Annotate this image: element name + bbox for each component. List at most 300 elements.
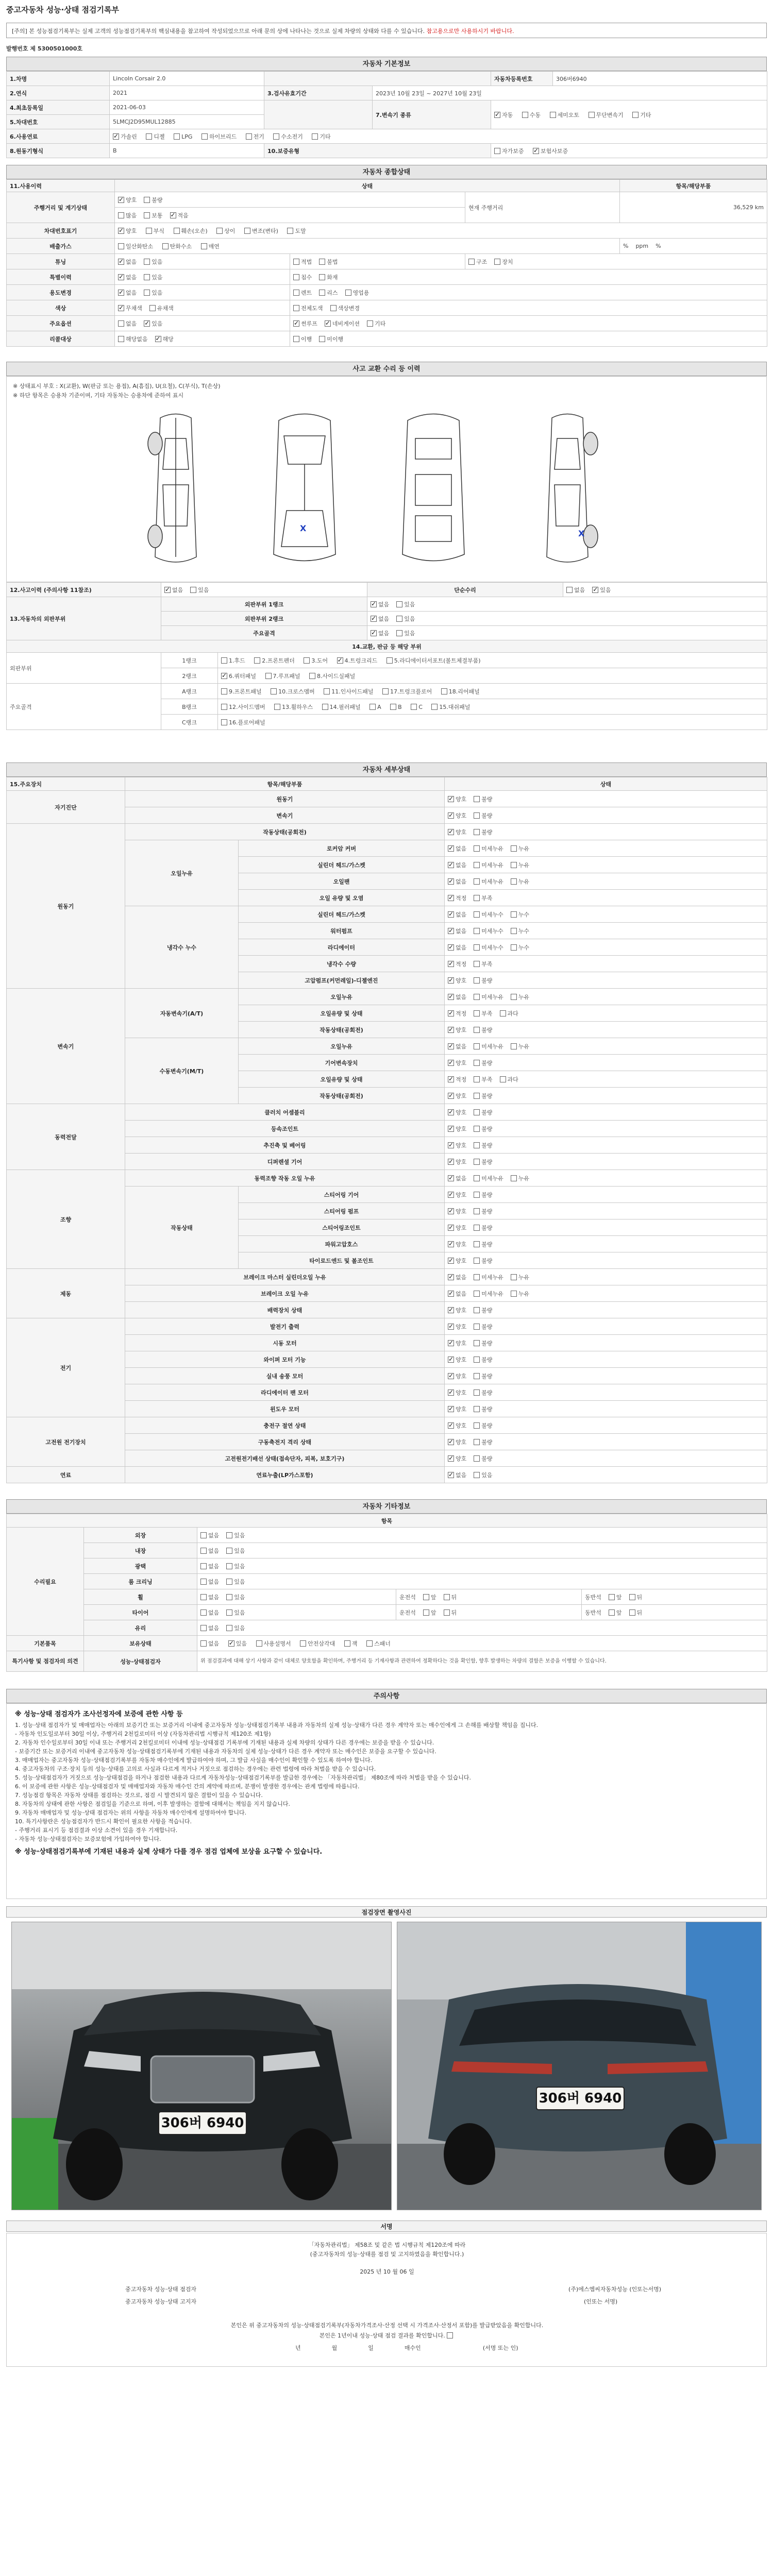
fuel-check-0[interactable]	[113, 133, 119, 140]
detail-status-check[interactable]	[448, 1422, 454, 1429]
tire-driver-front[interactable]	[423, 1609, 429, 1616]
interior-none[interactable]	[200, 1548, 207, 1554]
part-11[interactable]	[324, 688, 330, 694]
vin-mark-1[interactable]	[146, 228, 152, 234]
detail-subgroup: 작동상태	[125, 1187, 239, 1269]
photo-rear	[397, 1922, 762, 2210]
part-15[interactable]	[431, 704, 438, 710]
accident-yes[interactable]	[190, 587, 196, 593]
vin-mark-5[interactable]	[287, 228, 293, 234]
cleaning-none[interactable]	[200, 1579, 207, 1585]
detail-status-check[interactable]	[474, 961, 480, 967]
sign-statement-2: (중고자동차의 성능·상태를 점검 및 고지하였음을 확인합니다.)	[310, 2251, 464, 2258]
detail-status-check[interactable]	[448, 1357, 454, 1363]
detail-status-check[interactable]	[511, 911, 517, 918]
fuel-check-5[interactable]	[273, 133, 279, 140]
item-jack[interactable]	[344, 1640, 350, 1647]
usage-lease[interactable]	[319, 290, 325, 296]
detail-status-check[interactable]	[448, 1027, 454, 1033]
recall-not-done[interactable]	[319, 336, 325, 342]
tuning-device[interactable]	[494, 259, 500, 265]
gear-check-3[interactable]	[589, 112, 595, 118]
part-14a[interactable]	[369, 704, 376, 710]
cleaning-yes[interactable]	[226, 1579, 232, 1585]
option-sunroof[interactable]	[293, 320, 299, 327]
mileage-low[interactable]	[170, 212, 176, 218]
detail-status-check[interactable]	[474, 1027, 480, 1033]
usage-yes[interactable]	[144, 290, 150, 296]
detail-status-check[interactable]	[448, 1455, 454, 1462]
inspector-label: 중고자동차 성능·상태 점검자	[125, 2286, 197, 2293]
part-5[interactable]	[386, 657, 393, 664]
detail-status-check[interactable]	[448, 1093, 454, 1099]
detail-status-check[interactable]	[448, 1159, 454, 1165]
detail-item: 시동 모터	[125, 1335, 445, 1351]
inspector-value: (주)에스엠씨자동차성능 (인또는서명)	[568, 2286, 662, 2293]
detail-status-check[interactable]	[448, 1472, 454, 1478]
detail-status-check[interactable]	[448, 895, 454, 901]
detail-status-check[interactable]	[474, 1076, 480, 1082]
detail-status-check[interactable]	[448, 977, 454, 984]
accident-header: 사고 교환 수리 등 이력	[6, 362, 767, 376]
engine-type: B	[110, 144, 264, 158]
basic-label-5: 6.사용연료	[7, 129, 110, 144]
detail-status-check[interactable]	[448, 1043, 454, 1049]
detail-subgroup: 오일누유	[125, 840, 239, 906]
detail-status-label: 누유	[518, 845, 530, 852]
detail-status-check[interactable]	[474, 862, 480, 868]
fuel-check-4[interactable]	[246, 133, 252, 140]
detail-status-check[interactable]	[474, 1373, 480, 1379]
detail-status-check[interactable]	[474, 944, 480, 951]
detail-status-check[interactable]	[511, 994, 517, 1000]
detail-status	[445, 1219, 767, 1236]
item-yes[interactable]	[228, 1640, 234, 1647]
odometer-value: 36,529 km	[620, 192, 767, 223]
color-change[interactable]	[330, 305, 337, 311]
detail-subgroup: 수동변속기(M/T)	[125, 1038, 239, 1104]
rank2-none[interactable]	[371, 616, 377, 622]
parts-rank-0: 1랭크	[161, 653, 218, 668]
tuning-struct[interactable]	[468, 259, 475, 265]
detail-status-check[interactable]	[448, 862, 454, 868]
part-13[interactable]	[274, 704, 280, 710]
detail-status-check[interactable]	[448, 944, 454, 951]
part-14b[interactable]	[390, 704, 396, 710]
emission-2[interactable]	[201, 243, 207, 249]
detail-status-check[interactable]	[474, 1241, 480, 1247]
option-yes[interactable]	[144, 320, 150, 327]
tuning-legal[interactable]	[293, 259, 299, 265]
detail-item: 추진축 및 베어링	[125, 1137, 445, 1154]
detail-status-check[interactable]	[448, 1142, 454, 1148]
parts-rank-4: C랭크	[161, 715, 218, 730]
detail-status-check[interactable]	[448, 1307, 454, 1313]
repair-none[interactable]	[566, 587, 573, 593]
detail-status-check[interactable]	[448, 1109, 454, 1115]
part-14c[interactable]	[411, 704, 417, 710]
mileage-high[interactable]	[118, 212, 124, 218]
usage-business[interactable]	[345, 290, 351, 296]
detail-status-label: 양호	[456, 1059, 467, 1066]
frame-yes[interactable]	[396, 630, 402, 636]
other-row-1: 내장	[84, 1543, 197, 1558]
detail-item: 라디에이터	[239, 939, 445, 956]
recall-none[interactable]	[118, 336, 124, 342]
detail-status-check[interactable]	[474, 1357, 480, 1363]
detail-status-check[interactable]	[474, 1340, 480, 1346]
detail-row	[7, 1104, 767, 1121]
tire-none[interactable]	[200, 1609, 207, 1616]
detail-status-check[interactable]	[448, 1175, 454, 1181]
detail-status-check[interactable]	[448, 1439, 454, 1445]
detail-status-check[interactable]	[511, 1291, 517, 1297]
emission-0[interactable]	[118, 243, 124, 249]
detail-status-check[interactable]	[448, 812, 454, 819]
part-7[interactable]	[265, 673, 272, 679]
gear-check-1[interactable]	[522, 112, 528, 118]
part-9[interactable]	[221, 688, 227, 694]
option-etc[interactable]	[367, 320, 373, 327]
detail-status	[445, 1055, 767, 1071]
detail-status-check[interactable]	[474, 928, 480, 934]
detail-status-check[interactable]	[448, 1406, 454, 1412]
rank1-yes[interactable]	[396, 601, 402, 607]
repair-yes[interactable]	[592, 587, 598, 593]
vin-mark-4[interactable]	[244, 228, 250, 234]
basic-items-group: 기본품목	[7, 1636, 84, 1651]
detail-status-check[interactable]	[448, 1340, 454, 1346]
detail-status-label: 과다	[507, 1010, 518, 1017]
sign-statement-1: 「자동차관리법」 제58조 및 같은 법 시행규칙 제120조에 따라	[308, 2242, 466, 2248]
detail-status	[445, 1005, 767, 1022]
note-item-6: 5. 성능·상태점검자가 거짓으로 성능·상태점검을 하거나 점검한 내용과 다르게 자동차성능·상태점검기록부를 발급한 경우에는 「자동차관리법」 제80조에 따라 처벌을 받을 수 있습니다.	[15, 1774, 471, 1781]
detail-status	[445, 1104, 767, 1121]
detail-col-2: 항목/해당부품	[125, 777, 445, 791]
detail-row	[7, 824, 767, 840]
glass-yes[interactable]	[226, 1625, 232, 1631]
detail-status-check[interactable]	[474, 1439, 480, 1445]
option-navi[interactable]	[325, 320, 331, 327]
part-2[interactable]	[254, 657, 260, 664]
detail-status-label: 미세누유	[481, 993, 503, 1001]
inspect-period-label: 3.검사유효기간	[264, 86, 373, 100]
detail-status-check[interactable]	[474, 1406, 480, 1412]
detail-status-check[interactable]	[511, 1274, 517, 1280]
exterior-yes[interactable]	[226, 1532, 232, 1538]
color-chromatic[interactable]	[149, 305, 156, 311]
certificate-number	[6, 44, 82, 53]
detail-status-check[interactable]	[511, 1043, 517, 1049]
part-6[interactable]	[221, 673, 227, 679]
detail-status-label: 없음	[456, 993, 467, 1001]
detail-status-check[interactable]	[448, 1274, 454, 1280]
detail-status-check[interactable]	[500, 1076, 506, 1082]
special-none[interactable]	[118, 274, 124, 280]
wheel-passenger-rear[interactable]	[629, 1594, 635, 1600]
odo-good[interactable]	[118, 197, 124, 203]
sign-date: 2025 년 10 월 06 일	[360, 2268, 414, 2275]
detail-status-check[interactable]	[474, 829, 480, 835]
detail-status-check[interactable]	[448, 1241, 454, 1247]
warranty-check-1[interactable]	[533, 148, 539, 154]
vin-mark-3[interactable]	[216, 228, 223, 234]
part-12[interactable]	[221, 704, 227, 710]
part-4[interactable]	[337, 657, 343, 664]
detail-status-check[interactable]	[448, 1010, 454, 1016]
detail-item: 오일누유	[239, 1038, 445, 1055]
detail-status-check[interactable]	[474, 1192, 480, 1198]
accident-table: 12.사고이력 (주의사항 11참조) ✓ 없음 있음 단순수리 없음✓ 있음 13.자동차의 외판부위 외판부위 1랭크 ✓ 없음 있음 외판부위 2랭크 ✓ 없음 있음 주요골격 ✓ 없음 있음 14.교환, 판금 등 해당 부위 외판부위 1랭크 1.후드 2.프론트펜더 3.도어 ✓ 4.트렁크리드 5.라디에이터서포트(볼트체결부품) 2랭크 ✓ 6.쿼터패널 7.루프패널 8.사이드실패널 주요골격 A랭크 9.프론트패널 10.크로스멤버 11.인사이드패널 17.트렁크플로어 18.리어패널 B랭크 12.사이드멤버 13.휠하우스 14.필러패널 A B C 15.대쉬패널 C랭크 16.플로어패널	[6, 582, 767, 730]
detail-group: 고전원 전기장치	[7, 1417, 125, 1467]
warranty-check-0[interactable]	[494, 148, 500, 154]
detail-status-check[interactable]	[511, 928, 517, 934]
mileage-normal[interactable]	[144, 212, 150, 218]
wheel-driver-rear[interactable]	[444, 1594, 450, 1600]
detail-status-label: 양호	[456, 1455, 467, 1462]
detail-status-check[interactable]	[511, 944, 517, 951]
odo-bad[interactable]	[144, 197, 150, 203]
exterior-none[interactable]	[200, 1532, 207, 1538]
part-10[interactable]	[271, 688, 277, 694]
detail-status-check[interactable]	[474, 1208, 480, 1214]
wheel-driver-front[interactable]	[423, 1594, 429, 1600]
detail-status-check[interactable]	[448, 829, 454, 835]
detail-status-check[interactable]	[448, 961, 454, 967]
tire-passenger-rear[interactable]	[629, 1609, 635, 1616]
glass-none[interactable]	[200, 1625, 207, 1631]
detail-status-check[interactable]	[474, 1010, 480, 1016]
detail-status-check[interactable]	[474, 1060, 480, 1066]
item-spanner[interactable]	[366, 1640, 373, 1647]
parts-subheader: 14.교환, 판금 등 해당 부위	[7, 640, 767, 653]
notice-text: [주의] 본 성능점검기록부는 실제 고객의 성능점검기록부의 핵심내용을 참고하여 작성되었으므로 아래 문의 상에 나타나는 것으로 실제 차량의 상태와 다를 수 있습니다.	[12, 28, 427, 35]
detail-status-check[interactable]	[448, 994, 454, 1000]
item-manual[interactable]	[256, 1640, 262, 1647]
detail-status	[445, 1335, 767, 1351]
detail-status-label: 불량	[481, 1026, 493, 1033]
detail-status-check[interactable]	[474, 1307, 480, 1313]
detail-status-label: 누유	[518, 1043, 530, 1050]
car-rear-top-view	[402, 414, 464, 561]
special-yes[interactable]	[144, 274, 150, 280]
vin-mark-2[interactable]	[174, 228, 180, 234]
item-none[interactable]	[200, 1640, 207, 1647]
part-18[interactable]	[441, 688, 447, 694]
interior-yes[interactable]	[226, 1548, 232, 1554]
detail-status-check[interactable]	[511, 1175, 517, 1181]
inspect-period-value: 2023년 10월 23일 ~ 2027년 10월 23일	[373, 86, 767, 100]
color-full-paint[interactable]	[293, 305, 299, 311]
group-frame: 주요골격	[7, 684, 161, 730]
rank1-none[interactable]	[371, 601, 377, 607]
special-flood[interactable]	[293, 274, 299, 280]
detail-status-check[interactable]	[448, 1225, 454, 1231]
detail-subgroup: 냉각수 누수	[125, 906, 239, 989]
detail-status-label: 양호	[456, 1092, 467, 1099]
group-exterior: 외판부위	[7, 653, 161, 684]
detail-status-label: 불량	[481, 1092, 493, 1099]
detail-status-check[interactable]	[474, 895, 480, 901]
detail-status-check[interactable]	[474, 812, 480, 819]
fuel-check-2[interactable]	[174, 133, 180, 140]
tuning-none[interactable]	[118, 259, 124, 265]
general-row-label-2: 배출가스	[7, 239, 115, 254]
detail-status	[445, 1434, 767, 1450]
detail-status-label: 불량	[481, 1208, 493, 1215]
detail-status-check[interactable]	[474, 1043, 480, 1049]
detail-status-check[interactable]	[474, 1274, 480, 1280]
detail-status-check[interactable]	[474, 1225, 480, 1231]
frame-label: 주요골격	[161, 626, 367, 640]
fuel-options: ✓ 가솔린 디젤 LPG 하이브리드 전기 수소전기 기타	[110, 129, 767, 144]
part-8[interactable]	[309, 673, 315, 679]
fuel-check-1[interactable]	[146, 133, 152, 140]
detail-status-check[interactable]	[511, 862, 517, 868]
frame-none[interactable]	[371, 630, 377, 636]
detail-status-check[interactable]	[448, 878, 454, 885]
item-triangle[interactable]	[300, 1640, 306, 1647]
detail-status-label: 누수	[518, 911, 530, 918]
fuel-check-6[interactable]	[312, 133, 318, 140]
detail-status-label: 누수	[518, 944, 530, 951]
basic-label-2: 2.연식	[7, 86, 110, 100]
detail-status-check[interactable]	[474, 1175, 480, 1181]
part-16[interactable]	[221, 719, 227, 725]
detail-status-label: 불량	[481, 1455, 493, 1462]
detail-status-check[interactable]	[448, 1076, 454, 1082]
detail-status-check[interactable]	[474, 1258, 480, 1264]
detail-status-check[interactable]	[448, 1324, 454, 1330]
detail-status-label: 불량	[481, 1191, 493, 1198]
detail-item: 작동상태(공회전)	[239, 1088, 445, 1104]
detail-status-label: 불량	[481, 795, 493, 803]
gear-check-0[interactable]	[494, 112, 500, 118]
detail-status-check[interactable]	[474, 1126, 480, 1132]
detail-status-check[interactable]	[448, 1060, 454, 1066]
parts-rank-3: B랭크	[161, 699, 218, 715]
detail-status-check[interactable]	[474, 878, 480, 885]
wheel-passenger-front[interactable]	[609, 1594, 615, 1600]
option-none[interactable]	[118, 320, 124, 327]
detail-status-check[interactable]	[448, 1258, 454, 1264]
usage-rent[interactable]	[293, 290, 299, 296]
detail-status-label: 불량	[481, 1340, 493, 1347]
gloss-yes[interactable]	[226, 1563, 232, 1569]
detail-status-check[interactable]	[474, 1109, 480, 1115]
detail-status-check[interactable]	[511, 845, 517, 852]
detail-status-check[interactable]	[448, 1373, 454, 1379]
other-col: 항목	[7, 1514, 767, 1528]
tire-passenger-front[interactable]	[609, 1609, 615, 1616]
detail-status-check[interactable]	[474, 1472, 480, 1478]
detail-status-check[interactable]	[474, 911, 480, 918]
detail-status-check[interactable]	[500, 1010, 506, 1016]
basic-label-6: 8.원동기형식	[7, 144, 110, 158]
wheel-none[interactable]	[200, 1594, 207, 1600]
detail-status-label: 불량	[481, 1389, 493, 1396]
photo-front	[11, 1922, 392, 2210]
cert-value: 5300501000호	[37, 45, 82, 52]
part-1[interactable]	[221, 657, 227, 664]
detail-status-check[interactable]	[474, 1389, 480, 1396]
detail-status-check[interactable]	[448, 845, 454, 852]
detail-status-check[interactable]	[448, 911, 454, 918]
detail-status-label: 양호	[456, 977, 467, 984]
detail-status-check[interactable]	[448, 1291, 454, 1297]
tire-yes[interactable]	[226, 1609, 232, 1616]
part-3[interactable]	[304, 657, 310, 664]
detail-status-check[interactable]	[474, 796, 480, 802]
detail-status-check[interactable]	[448, 1389, 454, 1396]
emission-1[interactable]	[162, 243, 169, 249]
rank2-yes[interactable]	[396, 616, 402, 622]
tuning-yes[interactable]	[144, 259, 150, 265]
detail-status-label: 없음	[456, 927, 467, 935]
detail-status-label: 양호	[456, 1241, 467, 1248]
detail-status-check[interactable]	[474, 1142, 480, 1148]
wheel-yes[interactable]	[226, 1594, 232, 1600]
detail-status	[445, 873, 767, 890]
recall-done[interactable]	[293, 336, 299, 342]
usage-none[interactable]	[118, 290, 124, 296]
detail-status-check[interactable]	[474, 1455, 480, 1462]
detail-status-label: 불량	[481, 1372, 493, 1380]
fuel-check-3[interactable]	[201, 133, 208, 140]
tuning-illegal[interactable]	[319, 259, 325, 265]
detail-status-check[interactable]	[474, 845, 480, 852]
detail-status-check[interactable]	[474, 994, 480, 1000]
detail-status-check[interactable]	[474, 1324, 480, 1330]
gear-check-4[interactable]	[632, 112, 638, 118]
legend-line-2: ※ 하단 항목은 승용차 기준이며, 기타 자동차는 승용차에 준하여 표시	[13, 392, 184, 399]
detail-group: 전기	[7, 1318, 125, 1417]
note-item-0: 1. 성능·상태 점검자가 및 매매업자는 아래의 보증기간 또는 보증거리 이내에 중고자동차 성능·상태점검기록부 내용과 자동차의 실제 성능·상태가 다른 경우 계약자 또는 매수인에게 그 손해를 배상할 책임을 집니다.	[15, 1722, 539, 1728]
detail-status-check[interactable]	[448, 796, 454, 802]
special-fire[interactable]	[319, 274, 325, 280]
detail-status-label: 미세누유	[481, 1175, 503, 1182]
part-17[interactable]	[382, 688, 389, 694]
gloss-none[interactable]	[200, 1563, 207, 1569]
detail-status-check[interactable]	[448, 1208, 454, 1214]
repair-label: 단순수리	[367, 583, 563, 597]
recall-yes[interactable]	[155, 336, 161, 342]
detail-status-check[interactable]	[448, 1126, 454, 1132]
detail-item: 와이퍼 모터 기능	[125, 1351, 445, 1368]
tire-driver-rear[interactable]	[444, 1609, 450, 1616]
note-item-10: 9. 자동차 매매업자 및 성능·상태 점검자는 위의 사항을 자동차 매수인에게 설명하여야 합니다.	[15, 1809, 247, 1816]
detail-status	[445, 1071, 767, 1088]
vin-mark-0[interactable]	[118, 228, 124, 234]
detail-status-check[interactable]	[474, 977, 480, 984]
accident-none[interactable]	[164, 587, 171, 593]
detail-item: 기어변속장치	[239, 1055, 445, 1071]
part-14[interactable]	[322, 704, 328, 710]
detail-status-check[interactable]	[474, 1291, 480, 1297]
detail-status-check[interactable]	[474, 1093, 480, 1099]
detail-status-check[interactable]	[448, 928, 454, 934]
color-achromatic[interactable]	[118, 305, 124, 311]
car-left-side-view	[148, 414, 196, 563]
gear-check-2[interactable]	[550, 112, 556, 118]
detail-status-check[interactable]	[511, 878, 517, 885]
consent-check[interactable]	[447, 2332, 453, 2338]
detail-status-label: 양호	[456, 828, 467, 836]
detail-status-check[interactable]	[474, 1159, 480, 1165]
detail-status-check[interactable]	[474, 1422, 480, 1429]
general-row-label-7: 주요옵션	[7, 316, 115, 331]
detail-status-check[interactable]	[448, 1192, 454, 1198]
